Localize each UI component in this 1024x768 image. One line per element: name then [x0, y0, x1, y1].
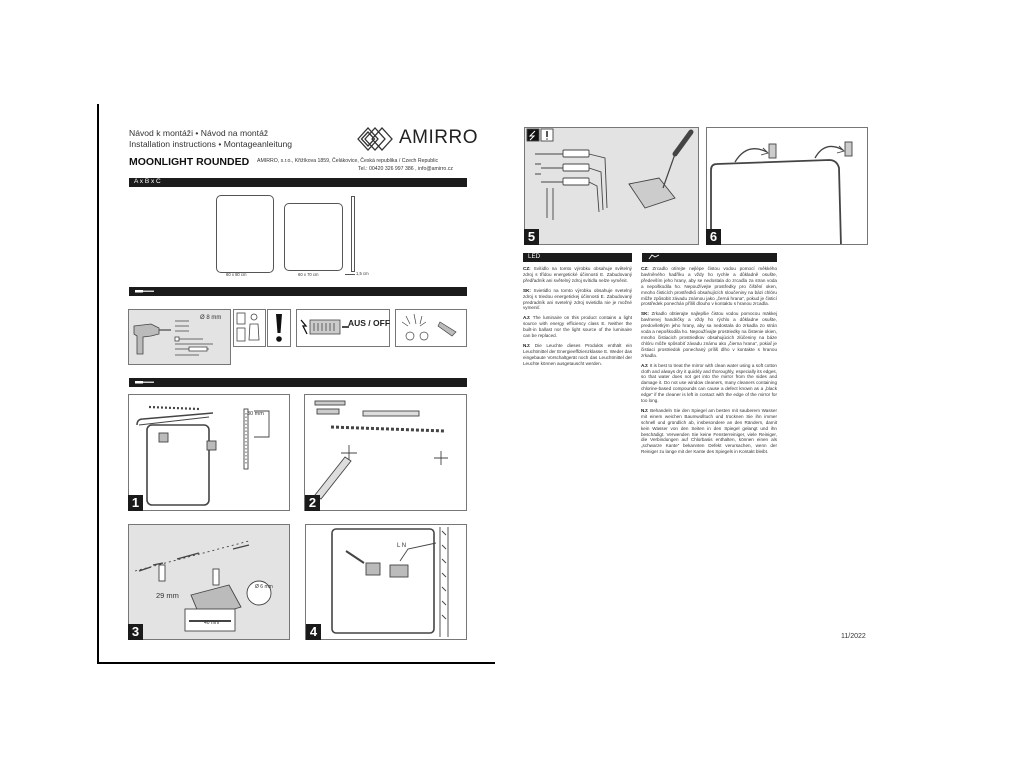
led-paragraph-sk: [523, 288, 632, 312]
lang-label: CZ:: [641, 266, 649, 271]
mirror-outline-60x70: [284, 203, 343, 271]
drill-size-label: Ø 8 mm: [200, 315, 222, 321]
step-2-number: 2: [305, 495, 320, 511]
step-3-drill-size: Ø 6 mm: [255, 584, 273, 590]
led-heading: LED: [523, 253, 632, 262]
step-4-wire-label: L N: [397, 543, 407, 549]
company-address: AMIRRO, s.r.o., Křižíkova 1859, Čelákovice, Česká republika / Czech Republic: [257, 158, 439, 164]
care-text-aj: It is best to treat the mirror with clean water using a soft cotton cloth and always dry it quickly and thoroughly, especially its edges, so that water does not get into the mirror from the sides and damage it. Do not use window cleaners, many cleaners containing chlorine-based compounds can cause a defect known as a „black edge“ if the cleaner is left in contact with the edge of the mirror for too long.: [641, 362, 777, 404]
care-paragraph-cz: [641, 266, 777, 307]
power-off-label: AUS / OFF: [348, 318, 391, 328]
lang-label: NJ:: [523, 342, 531, 348]
led-paragraph-nj: [523, 343, 632, 367]
step-6-panel: [706, 127, 868, 245]
protective-gear-panel: [233, 309, 266, 347]
step-3-number: 3: [128, 624, 143, 640]
step-2-panel: [304, 394, 467, 511]
led-paragraph-aj: [523, 315, 632, 339]
care-text-sk: Zrkadlo obtierajte najlepšie čistou vodou pomocou mäkkej bavlnenej handričky a vždy ho rýchlo a dôkladne osušte, predovšetkým jeho hrany, aby sa nedostala do zrkadla zo strán voda a nepoškodila ho. Nepoužívajte prostriedky na čistenie okien, mnoho čistiacich prostriedkov obsahujúcich zlúčeniny na báze chlóru môže spôsobiť závadu známu ako „čierna hrana“, pokiaľ je čistiaci prostriedok ponechaný príliš dlho v kontakte s hranou zrkadla.: [641, 311, 777, 358]
led-text-sk: Svietidlo na tomto výrobku obsahuje svetelný zdroj s triedou energetickej účinnosti E. Zabudovaný predradník ani svetelný zdroj svietidla nie je možné vymeniť.: [523, 287, 632, 311]
step-5-number: 5: [524, 229, 539, 245]
led-paragraph-cz: [523, 266, 632, 284]
brand-name: AMIRRO: [399, 127, 478, 148]
exclamation-icon: [267, 309, 291, 347]
drill-bit-icon: [134, 378, 156, 386]
title-line-en-de: Installation instructions • Montageanleitung: [129, 139, 293, 149]
lang-label: NJ:: [641, 407, 649, 413]
section-bar-mounting: [129, 378, 467, 387]
care-heading: [642, 253, 777, 262]
section-bar-tools: [129, 287, 467, 296]
cleaning-hand-icon: [647, 253, 661, 261]
product-title: MOONLIGHT ROUNDED: [129, 156, 250, 168]
screwdriver-icon: [134, 287, 156, 295]
depth-dimension-line: [345, 274, 355, 275]
amirro-diamond-logo-icon: [356, 125, 396, 153]
care-text-nj: Behandeln Sie den Spiegel am besten mit sauberem Wasser mit einem weichen Baumwolltuch und trocknen Sie ihn immer schnell und gründlich ab, insbesondere an den Rändern, damit kein Wasser von den Seiten in den Spiegel gelangt und ihn beschädigt. Verwenden Sie keine Fensterreiniger, viele Reiniger, die Verbindungen auf Chlorbasis enthalten, können einen als „schwarze Kante“ bekannten Defekt verursachen, wenn der Reiniger zu lange mit der Kante des Spiegels in Kontakt bleibt.: [641, 407, 777, 455]
led-text-aj: The luminaire on this product contains a light source with energy efficiency class E. Neither the built-in ballast nor the light source of the luminaire can be replaced.: [523, 315, 632, 339]
care-text-column: [641, 266, 777, 459]
care-paragraph-aj: [641, 363, 777, 404]
care-paragraph-nj: [641, 408, 777, 455]
step-3-dimension: 29 mm: [156, 591, 179, 600]
step-1-panel: [128, 394, 290, 511]
lang-label: CZ:: [523, 266, 531, 271]
step-6-number: 6: [706, 229, 721, 245]
company-contact: Tel.: 00420 326 997 386 , info@amirro.cz: [358, 166, 453, 172]
no-dust-panel: [395, 309, 467, 347]
power-off-panel: [296, 309, 390, 347]
lang-label: AJ:: [523, 315, 531, 321]
document-date: 11/2022: [841, 633, 866, 640]
step-4-panel: [305, 524, 467, 640]
care-text-cz: Zrcadlo otírejte nejlépe čistou vodou pomocí měkkého bavlněného hadříku a vždy ho rychle a důkladně osušte, především jeho hrany, aby se nedostala do zrcadla za stran voda a nepoškodila ho. Nepoužívejte prostředky pro čištění oken, mnoho čisticích prostředků obsahujících sloučeniny na bázi chlóru může způsobit závadu známou jako „černá hrana“, pokud je čisticí prostředek ponechán příliš dlouho v kontaktu s hranou zrcadla.: [641, 266, 778, 307]
step-1-number: 1: [128, 495, 143, 511]
lang-label: SK:: [523, 287, 531, 293]
step-3-dimension-2: 40 mm: [204, 620, 220, 626]
lang-label: SK:: [641, 311, 649, 317]
care-paragraph-sk: [641, 311, 777, 358]
led-text-cz: Svítidlo na tomto výrobku obsahuje světelný zdroj s třídou energetické účinnosti E. Zabudovaný předřadník ani světelný zdroj svítidla nelze vyměnit.: [523, 266, 632, 283]
mirror-dimension-label: 60 x 80 cm: [226, 272, 247, 277]
step-1-dimension: 30 mm: [247, 411, 264, 417]
title-line-cz-sk: Návod k montáži • Návod na montáž: [129, 128, 269, 138]
step-4-number: 4: [306, 624, 321, 640]
lang-label: AJ:: [641, 362, 649, 368]
mirror-dimension-label: 60 x 70 cm: [298, 272, 319, 277]
led-text-column: [523, 266, 632, 371]
mirror-outline-60x80: [216, 195, 274, 273]
mirror-side-profile: [351, 196, 355, 272]
step-5-panel: [524, 127, 699, 245]
section-bar-dimensions: A x B x C: [129, 178, 467, 187]
depth-dimension-label: 1,5 cm: [356, 271, 369, 276]
led-text-nj: Die Leuchte dieses Produkts enthält ein Leuchtmittel der Energieeffizienzklasse E. Weder das eingebaute Vorschaltgerät noch das Leuchtmittel der Leuchte können ausgetauscht werden.: [523, 342, 633, 366]
